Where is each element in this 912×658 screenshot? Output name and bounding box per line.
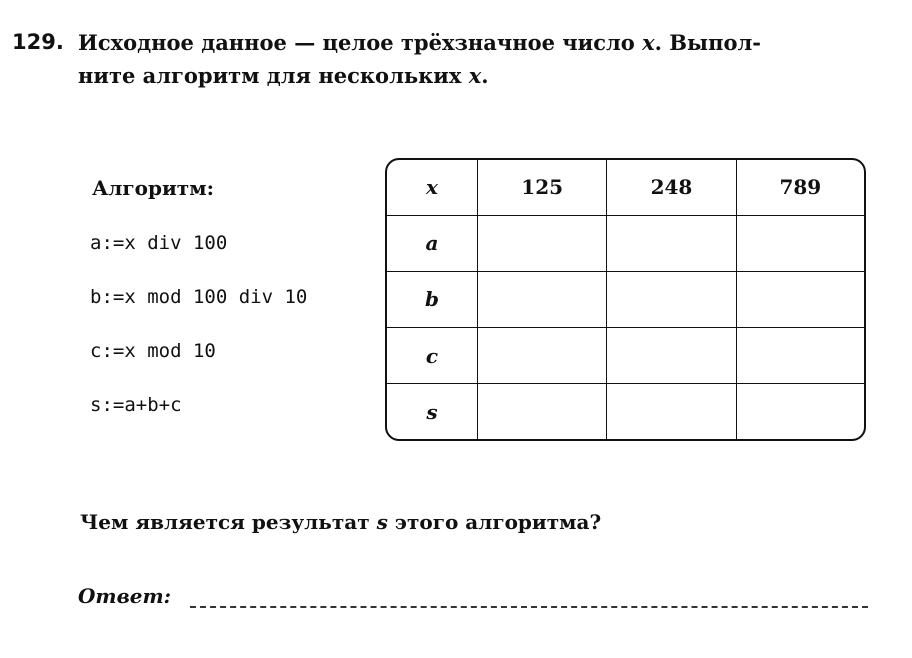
question-text: этого алгоритма? bbox=[387, 510, 602, 534]
task-number: 129. bbox=[12, 30, 64, 54]
question-text: Чем является результат bbox=[80, 510, 377, 534]
row-label: s bbox=[387, 384, 478, 439]
table-cell[interactable] bbox=[607, 215, 736, 271]
task-text bbox=[78, 26, 878, 92]
table-cell[interactable] bbox=[736, 384, 864, 439]
table-row bbox=[387, 271, 864, 327]
table-cell[interactable] bbox=[736, 271, 864, 327]
task-text-part: . bbox=[481, 63, 489, 88]
table-cell[interactable] bbox=[478, 384, 607, 439]
question bbox=[80, 510, 601, 534]
table-cell[interactable] bbox=[607, 271, 736, 327]
task-text-part: ните алгоритм для нескольких bbox=[78, 63, 469, 88]
table-cell[interactable] bbox=[607, 384, 736, 439]
table-cell[interactable] bbox=[607, 328, 736, 384]
table-cell[interactable] bbox=[478, 328, 607, 384]
task-text-part: . Выпол- bbox=[654, 30, 761, 55]
answer-label: Ответ: bbox=[78, 584, 171, 608]
row-label: a bbox=[387, 215, 478, 271]
answer-line[interactable] bbox=[190, 606, 868, 608]
table-row bbox=[387, 328, 864, 384]
header-cell: x bbox=[387, 160, 478, 215]
algorithm-line: c:=x mod 10 bbox=[90, 340, 216, 362]
table-cell[interactable] bbox=[736, 215, 864, 271]
row-label: b bbox=[387, 271, 478, 327]
algorithm-line: s:=a+b+c bbox=[90, 394, 182, 416]
algorithm-lines bbox=[90, 228, 307, 444]
answer-field[interactable] bbox=[78, 582, 868, 612]
task-text-part: Исходное данное — целое трёхзначное число bbox=[78, 30, 643, 55]
header-cell: 125 bbox=[478, 160, 607, 215]
values-table bbox=[385, 158, 866, 441]
variable-s: s bbox=[376, 510, 388, 534]
header-cell: 248 bbox=[607, 160, 736, 215]
algorithm-title: Алгоритм: bbox=[92, 176, 214, 200]
algorithm-line: a:=x div 100 bbox=[90, 232, 228, 254]
table-cell[interactable] bbox=[478, 215, 607, 271]
header-cell: 789 bbox=[736, 160, 864, 215]
row-label: c bbox=[387, 328, 478, 384]
variable-x: x bbox=[468, 63, 482, 88]
table-row bbox=[387, 384, 864, 439]
variable-x: x bbox=[642, 30, 655, 55]
table-cell[interactable] bbox=[736, 328, 864, 384]
table-row bbox=[387, 215, 864, 271]
table-cell[interactable] bbox=[478, 271, 607, 327]
table-header-row bbox=[387, 160, 864, 215]
algorithm-line: b:=x mod 100 div 10 bbox=[90, 286, 308, 308]
